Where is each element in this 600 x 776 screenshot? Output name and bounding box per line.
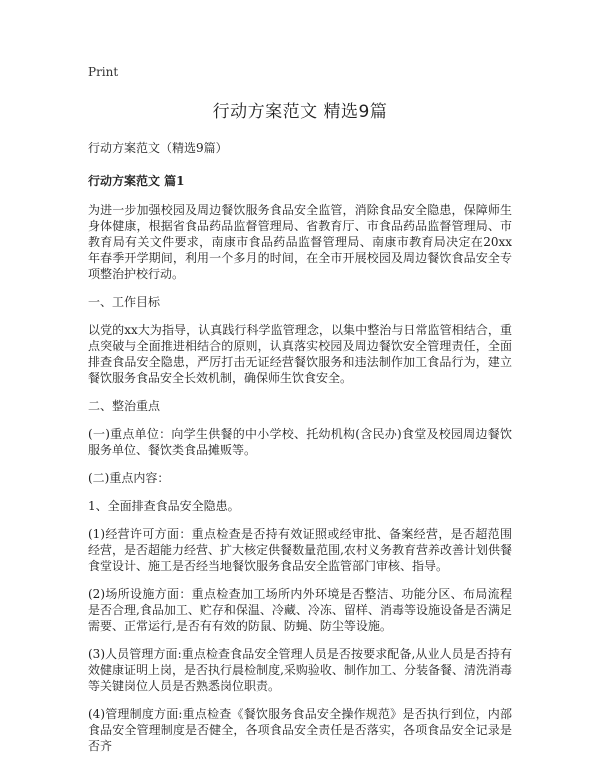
document-title: 行动方案范文 精选9篇 — [212, 102, 388, 122]
section-heading: 行动方案范文 篇1 — [88, 174, 185, 188]
paragraph-management: (4)管理制度方面:重点检查《餐饮服务食品安全操作规范》是否执行到位，内部食品安全管理制度是否健全，各项食品安全责任是否落实，各项食品安全记录是否齐 — [88, 707, 512, 753]
paragraph-key-content: (二)重点内容： — [88, 471, 170, 485]
paragraph-item-1: 1、全面排查食品安全隐患。 — [88, 499, 240, 513]
paragraph-facilities: (2)场所设施方面：重点检查加工场所内外环境是否整洁、功能分区、布局流程是否合理,食品加工、贮存和保温、冷藏、冷冻、留样、消毒等设施设备是否满足需要、正常运行,是否有有效的防鼠、防蝇、防尘等设施。 — [88, 587, 512, 633]
heading-key-points: 二、整治重点 — [88, 399, 161, 413]
paragraph-key-units: (一)重点单位：向学生供餐的中小学校、托幼机构(含民办)食堂及校园周边餐饮服务单位、餐饮类食品摊贩等。 — [88, 427, 512, 457]
paragraph-personnel: (3)人员管理方面:重点检查食品安全管理人员是否按要求配备,从业人员是否持有效健康证明上岗，是否执行晨检制度,采购验收、制作加工、分装备餐、清洗消毒等关键岗位人员是否熟悉岗位职责。 — [88, 647, 512, 693]
paragraph-goals: 以党的xx大为指导，认真践行科学监管理念，以集中整治与日常监管相结合，重点突破与全面推进相结合的原则，认真落实校园及周边餐饮安全管理责任，全面排查食品安全隐患，严厉打击无证经营餐饮服务和违法制作加工食品行为，建立餐饮服务食品安全长效机制，确保师生饮食安全。 — [88, 323, 512, 385]
print-label[interactable]: Print — [88, 65, 119, 79]
paragraph-license: (1)经营许可方面：重点检查是否持有效证照或经审批、备案经营，是否超范围经营，是否超能力经营、扩大核定供餐数量范围,农村义务教育营养改善计划供餐食堂设计、施工是否经当地餐饮服务食品安全监管部门审核、指导。 — [88, 527, 512, 573]
paragraph-intro: 为进一步加强校园及周边餐饮服务食品安全监管，消除食品安全隐患，保障师生身体健康，根据省食品药品监督管理局、省教育厅、市食品药品监督管理局、市教育局有关文件要求，南康市食品药品监督管理局、南康市教育局决定在20xx年春季开学期间，利用一个多月的时间，在全市开展校园及周边餐饮食品安全专项整治护校行动。 — [88, 203, 512, 281]
heading-work-goals: 一、工作目标 — [88, 295, 161, 309]
document-subtitle: 行动方案范文（精选9篇） — [88, 141, 228, 155]
